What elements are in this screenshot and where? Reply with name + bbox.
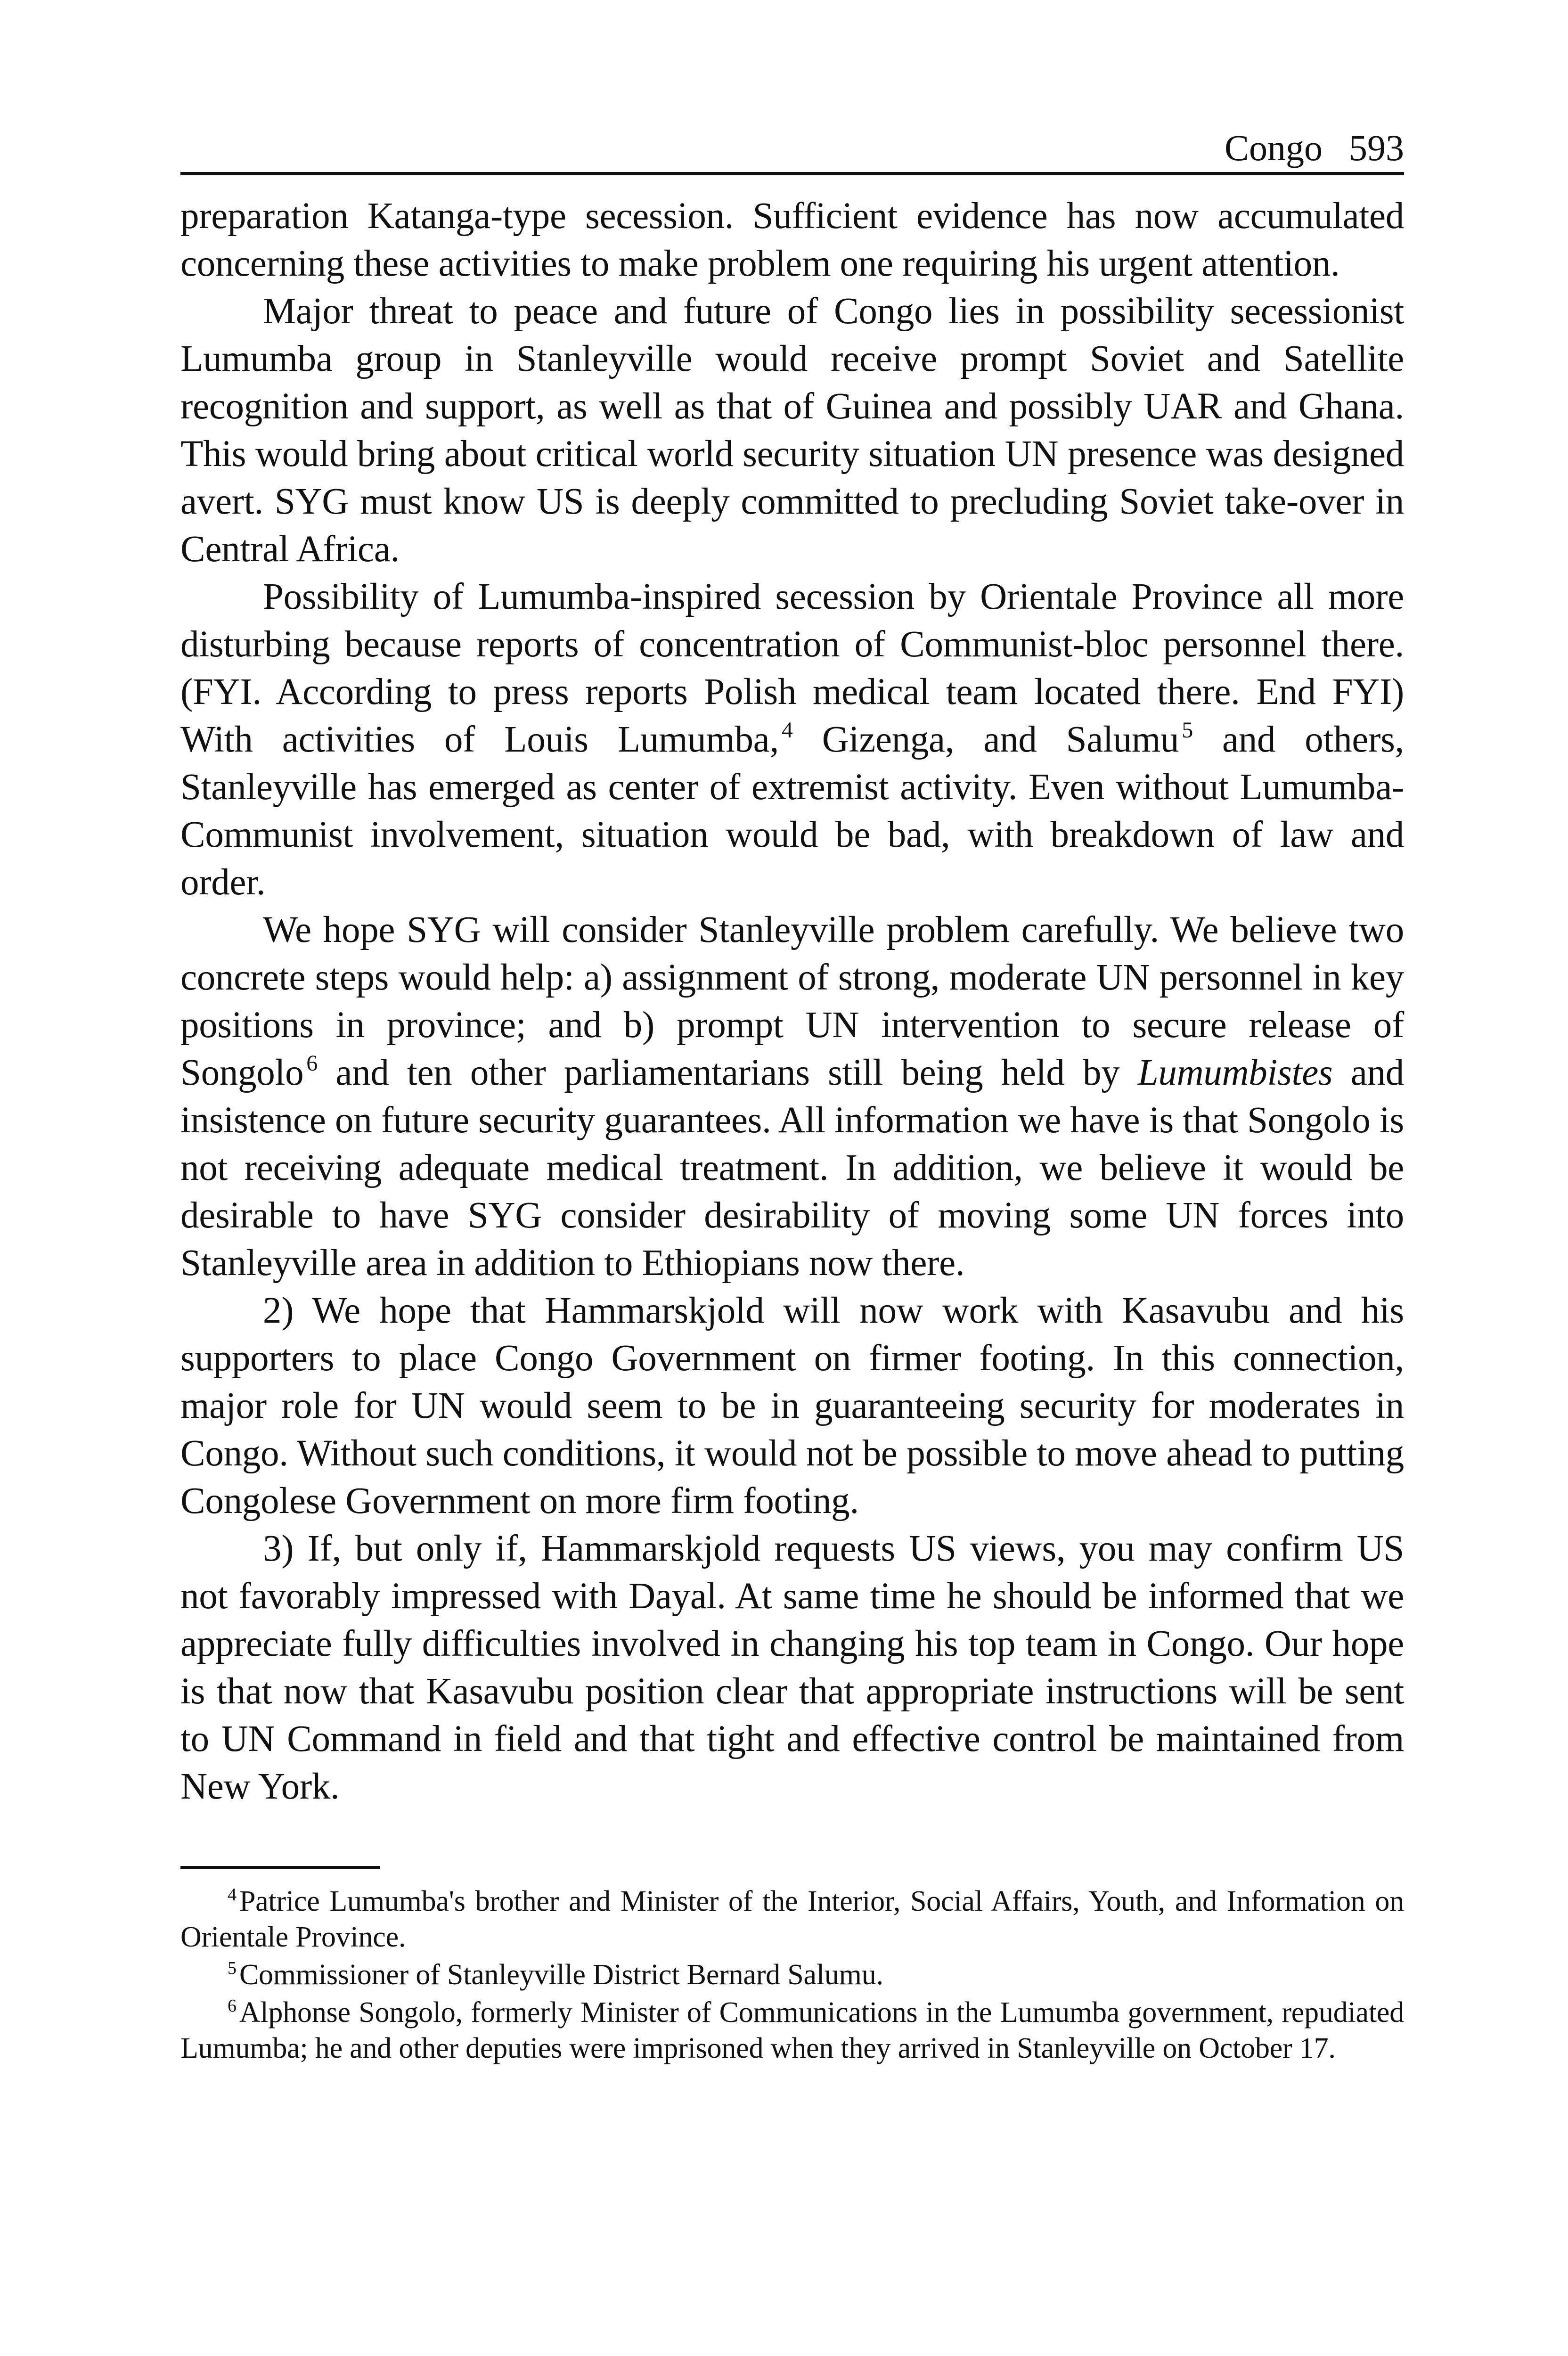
footnote-separator: [180, 1866, 380, 1869]
paragraph-4-italic-term: Lumumbistes: [1137, 1052, 1333, 1093]
paragraph-4-text-b: and ten other parliamentarians still being held by: [318, 1052, 1138, 1093]
paragraph-4-text-c: and insistence on future security guarantees. All information we have is that Songolo is not receiving adequate medical treatment. In addition, we believe it would be desirable to have SYG consider desirability of moving some UN forces into Stanleyville area in addition to Ethiopians now there.: [180, 1052, 1404, 1284]
footnote-text: Patrice Lumumba's brother and Minister of the Interior, Social Affairs, Youth, and Information on Orientale Province.: [180, 1885, 1404, 1953]
running-head: [180, 120, 1404, 175]
footnote-ref-6[interactable]: 6: [306, 1051, 318, 1076]
paragraph-3-text-a: Possibility of Lumumba-inspired secession by Orientale Province all more disturbing because reports of concentration of Communist-bloc personnel there. (FYI. According to press reports Polish medical team located there. End FYI) With activities of Louis Lumumba,: [180, 576, 1404, 760]
running-head-text: [1224, 127, 1404, 168]
paragraph-5: 2) We hope that Hammarskjold will now work with Kasavubu and his supporters to place Congo Government on firmer footing. In this connection, major role for UN would seem to be in guaranteeing security for moderates in Congo. Without such conditions, it would not be possible to move ahead to putting Congolese Government on more firm footing.: [180, 1290, 1404, 1522]
footnote-6: [180, 1995, 1404, 2066]
paragraph-6: 3) If, but only if, Hammarskjold requests US views, you may confirm US not favorably impressed with Dayal. At same time he should be informed that we appreciate fully difficulties involved in changing his top team in Congo. Our hope is that now that Kasavubu position clear that appropriate instructions will be sent to UN Command in field and that tight and effective control be maintained from New York.: [180, 1528, 1404, 1807]
footnote-mark: 4: [228, 1885, 237, 1905]
footnote-ref-4[interactable]: 4: [781, 718, 793, 743]
running-head-title: Congo: [1224, 127, 1323, 168]
footnotes: [180, 1883, 1404, 2066]
footnote-4: [180, 1883, 1404, 1955]
page-number: 593: [1349, 127, 1404, 168]
paragraph-3: [180, 573, 1404, 906]
paragraph-1: preparation Katanga-type secession. Sufficient evidence has now accumulated concerning these activities to make problem one requiring his urgent attention.: [180, 196, 1404, 284]
paragraph-3-text-c: and others, Stanleyville has emerged as center of extremist activity. Even without Lumumba-Communist involvement, situation would be bad, with breakdown of law and order.: [180, 719, 1404, 903]
footnote-ref-5[interactable]: 5: [1182, 718, 1193, 743]
footnote-5: [180, 1957, 1404, 1993]
paragraph-2: Major threat to peace and future of Congo lies in possibility secessionist Lumumba group in Stanleyville would receive prompt Soviet and Satellite recognition and support, as well as that of Guinea and possibly UAR and Ghana. This would bring about critical world security situation UN presence was designed avert. SYG must know US is deeply committed to precluding Soviet take-over in Central Africa.: [180, 291, 1404, 570]
paragraph-3-text-b: Gizenga, and Salumu: [792, 719, 1179, 760]
footnote-mark: 5: [228, 1958, 237, 1978]
document-page: [180, 120, 1404, 2068]
footnote-text: Commissioner of Stanleyville District Bernard Salumu.: [239, 1959, 883, 1991]
footnote-mark: 6: [228, 1996, 237, 2016]
paragraph-4: [180, 906, 1404, 1287]
paragraph-4-text-a: We hope SYG will consider Stanleyville problem carefully. We believe two concrete steps would help: a) assignment of strong, moderate UN personnel in key positions in province; and b) prompt UN intervention to secure release of Songolo: [180, 909, 1404, 1093]
body-text: [180, 192, 1404, 1810]
footnote-text: Alphonse Songolo, formerly Minister of Communications in the Lumumba government, repudiated Lumumba; he and other deputies were imprisoned when they arrived in Stanleyville on October 17.: [180, 1996, 1404, 2064]
